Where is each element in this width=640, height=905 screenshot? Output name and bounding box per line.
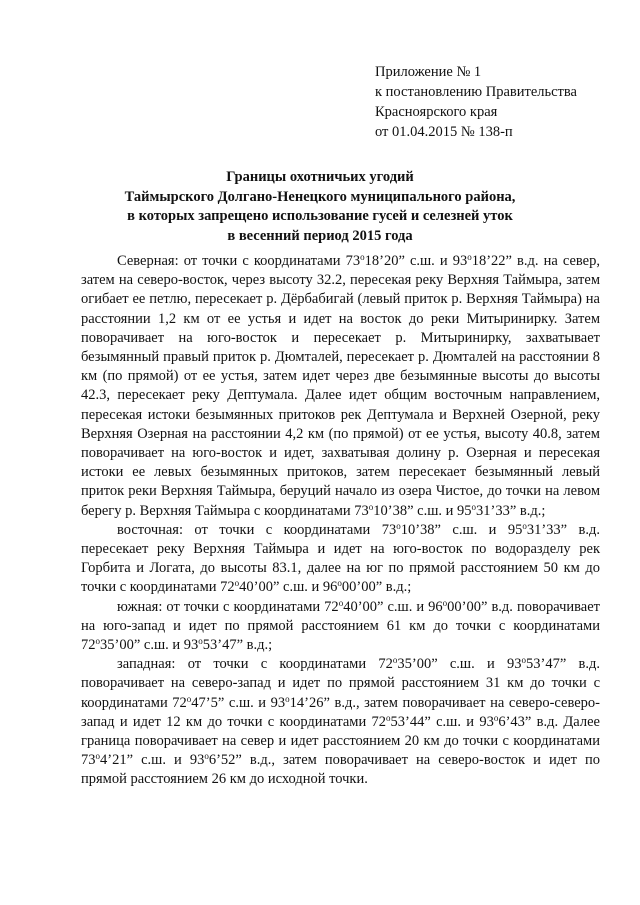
paragraph-south: южная: от точки с координатами 72$^o$40’00” с.ш. и 96$^o$00’00” в.д. поворачивает на юго-запад и идет по прямой расстоянием 61 км до точки с координатами 72$^o$35’00” с.ш. и 93$^o$53’47” в.д.; — [81, 597, 600, 654]
annex-date: от 01.04.2015 № 138-п — [375, 124, 513, 140]
paragraph-west: западная: от точки с координатами 72$^o$35’00” с.ш. и 93$^o$53’47” в.д. поворачивает на северо-запад и идет по прямой расстоянием 31 км до точки с координатами 72$^o$47’5” с.ш. и 93$^o$14’26” в.д., затем поворачивает на северо-северо-запад и идет 12 км до точки с координатами 72$^o$53’44” с.ш. и 93$^o$6’43” в.д. Далее граница поворачивает на север и идет расстоянием 20 км до точки с координатами 73$^o$4’21” с.ш. и 93$^o$6’52” в.д., затем поворачивает на северо-восток и идет по прямой расстоянием 26 км до исходной точки. — [81, 655, 600, 788]
title-line-1: Границы охотничьих угодий — [226, 169, 414, 185]
title-line-2: Таймырского Долгано-Ненецкого муниципального района, — [124, 188, 516, 205]
title-line-4: в весенний период 2015 года — [227, 227, 413, 244]
paragraph-east: восточная: от точки с координатами 73$^o$10’38” с.ш. и 95$^o$31’33” в.д. пересекает реку Верхняя Таймыра и идет на юго-восток по водоразделу рек Горбита и Логата, до высоты 83.1, далее на юг по прямой расстоянием 50 км до точки с координатами 72$^o$40’00” с.ш. и 96$^o$00’00” в.д.; — [81, 520, 600, 596]
document-body — [81, 252, 600, 790]
paragraph-north: Северная: от точки с координатами 73$^o$18’20” с.ш. и 93$^o$18’22” в.д. на север, затем на северо-восток, через высоту 32.2, пересекая реку Верхняя Таймыра, затем огибает ее петлю, пересекает р. Дёрбабигай (левый приток р. Верхняя Таймыра) на расстоянии 1,2 км от ее устья и идет на восток до реки Митыринирку. Затем поворачивает на юго-восток и пересекает р. Митыринирку, захватывает безымянный правый приток р. Дюмталей, пересекает р. Дюмталей на расстоянии 8 км (по прямой) от ее устья, затем идет через две безымянные высоты до высоты 42.3, пересекает реку Дептумала. Далее идет общим восточным направлением, пересекая истоки безымянных притоков рек Дептумала и Верхней Озерной, реку Верхняя Озерная на расстоянии 4,2 км (по прямой) от ее устья, высоту 40.8, затем поворачивает на юго-восток и идет, захватывая долину р. Озерная и пересекая истоки ее левых безымянных притоков, затем пересекает безымянный левый приток реки Верхняя Таймыра, беруций начало из озера Чистое, до точки на левом берегу р. Верхняя Таймыра с координатами 73$^o$10’38” с.ш. и 95$^o$31’33” в.д.; — [81, 252, 600, 519]
annex-region: Красноярского края — [375, 104, 498, 120]
annex-header — [375, 62, 577, 142]
annex-number: Приложение № 1 — [375, 64, 482, 80]
annex-reference: к постановлению Правительства — [375, 84, 577, 100]
document-title — [60, 168, 580, 246]
title-line-3: в которых запрещено использование гусей и селезней уток — [127, 208, 513, 224]
